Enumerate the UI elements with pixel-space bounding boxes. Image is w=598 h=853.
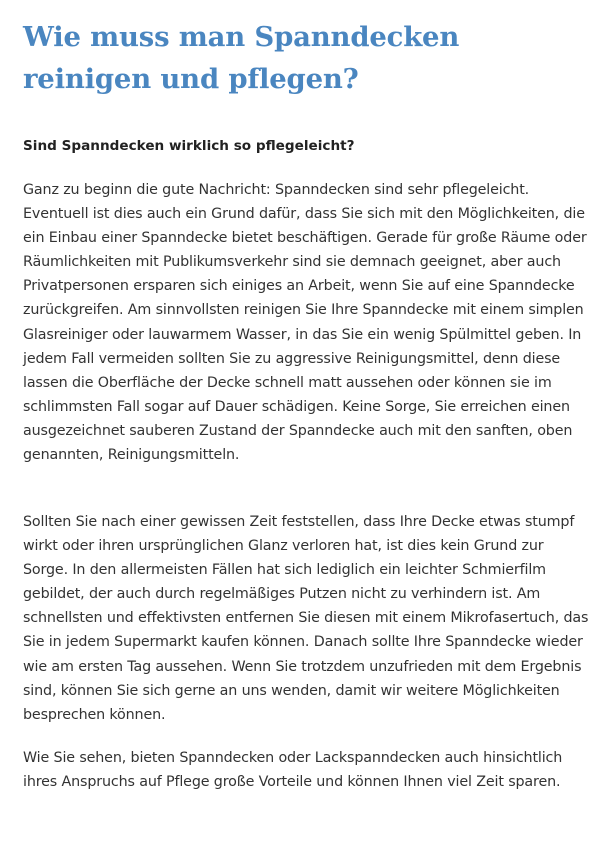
article-title: Wie muss man Spanndecken reinigen und pflegen? xyxy=(23,21,460,95)
paragraph-3: Wie Sie sehen, bieten Spanndecken oder Lackspanndecken auch hinsichtlich ihres Anspruchs auf Pflege große Vorteile und können Ihnen viel Zeit sparen. xyxy=(23,750,563,791)
article-subtitle: Sind Spanndecken wirklich so pflegeleicht? xyxy=(23,138,355,154)
article xyxy=(23,0,589,791)
paragraph-1: Ganz zu beginn die gute Nachricht: Spanndecken sind sehr pflegeleicht. Eventuell ist dies auch ein Grund dafür, dass Sie sich mit den Möglichkeiten, die ein Einbau einer Spanndecke bietet beschäftigen. Gerade für große Räume oder Räumlichkeiten mit Publikumsverkehr sind sie demnach geeignet, aber auch Privatpersonen ersparen sich einiges an Arbeit, wenn Sie auf eine Spanndecke zurückgreifen. Am sinnvollsten reinigen Sie Ihre Spanndecke mit einem simplen Glasreiniger oder lauwarmem Wasser, in das Sie ein wenig Spülmittel geben. In jedem Fall vermeiden sollten Sie zu aggressive Reinigungsmittel, denn diese lassen die Oberfläche der Decke schnell matt aussehen oder können sie im schlimmsten Fall sogar auf Dauer schädigen. Keine Sorge, Sie erreichen einen ausgezeichnet sauberen Zustand der Spanndecke auch mit den sanften, oben genannten, Reinigungsmitteln. xyxy=(23,182,587,464)
paragraph-2: Sollten Sie nach einer gewissen Zeit feststellen, dass Ihre Decke etwas stumpf wirkt oder ihren ursprünglichen Glanz verloren hat, ist dies kein Grund zur Sorge. In den allermeisten Fällen hat sich lediglich ein leichter Schmierfilm gebildet, der auch durch regelmäßiges Putzen nicht zu verhindern ist. Am schnellsten und effektivsten entfernen Sie diesen mit einem Mikrofasertuch, das Sie in jedem Supermarkt kaufen können. Danach sollte Ihre Spanndecke wieder wie am ersten Tag aussehen. Wenn Sie trotzdem unzufrieden mit dem Ergebnis sind, können Sie sich gerne an uns wenden, damit wir weitere Möglichkeiten besprechen können. xyxy=(23,514,589,723)
